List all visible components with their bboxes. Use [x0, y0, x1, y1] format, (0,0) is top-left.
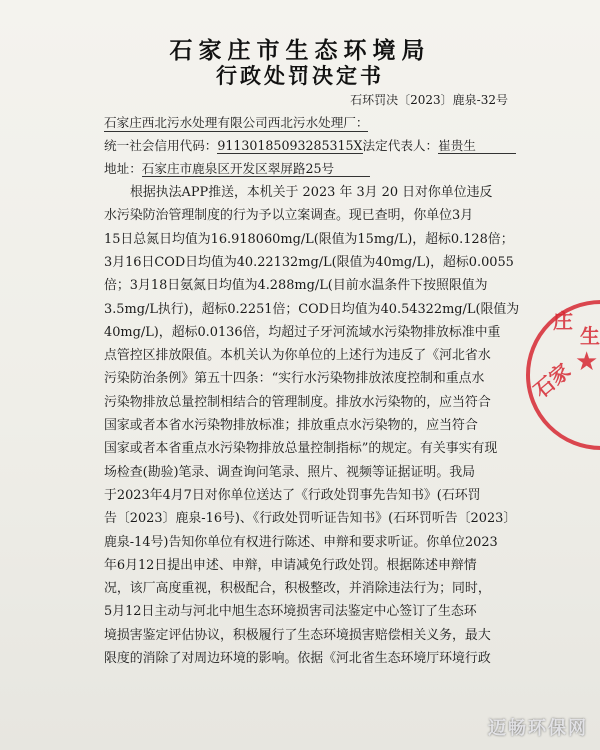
body-line: 年6月12日提出申述、申辩，申请减免行政处罚。根据陈述申辩情 — [104, 557, 477, 573]
body-line: 倍；3月18日氨氮日均值为4.288mg/L(目前水温条件下按照限值为 — [104, 278, 488, 294]
body-line: 水污染防治管理制度的行为予以立案调查。现已查明，你单位3月 — [104, 208, 474, 224]
body-line: 污染物排放总量控制相结合的管理制度。排放水污染物的，应当符合 — [104, 394, 491, 410]
seal-char-right: 生 — [580, 324, 600, 348]
body-line: 鹿泉-14号)告知你单位有权进行陈述、申辩和要求听证。你单位2023 — [104, 534, 498, 550]
address-row — [104, 158, 370, 177]
legal-rep-value: 崔贵生 — [438, 138, 516, 154]
body-line: 国家或者本省水污染物排放标准；排放重点水污染物的，应当符合 — [104, 418, 478, 433]
body-line: 点管控区排放限值。本机关认为你单位的上述行为违反了《河北省水 — [104, 348, 491, 364]
body-line: 40mg/L)，超标0.0136倍，均超过子牙河流域水污染物排放标准中重 — [104, 324, 501, 340]
credit-code-value: 91130185093285315X — [217, 138, 363, 153]
body-line: 5月12日主动与河北中旭生态环境损害司法鉴定中心签订了生态环 — [104, 604, 477, 620]
body-line: 限度的消除了对周边环境的影响。依据《河北省生态环境厅环境行政 — [104, 651, 491, 666]
body-line: 15日总氮日均值为16.918060mg/L(限值为15mg/L)，超标0.128倍； — [104, 231, 514, 247]
seal-char-left: 石家 — [528, 358, 575, 403]
body-line: 境损害鉴定评估协议，积极履行了生态环境损害赔偿相关义务，最大 — [104, 627, 491, 643]
site-watermark: 迈畅环保网 — [488, 718, 588, 739]
document-title: 行政处罚决定书 — [216, 63, 384, 88]
body-line: 告〔2023〕鹿泉-16号)、《行政处罚听证告知书》(石环罚听告〔2023〕 — [104, 511, 517, 527]
seal-star-icon: ★ — [575, 347, 599, 377]
body-line: 污染防治条例》第五十四条：“实行水污染物排放浓度控制和重点水 — [104, 371, 485, 387]
credit-code-row — [104, 135, 516, 154]
body-line: 根据执法APP推送，本机关于 2023 年 3月 20 日对你单位违反 — [130, 185, 493, 200]
body-line: 国家或者本省重点水污染物排放总量控制指标”的规定。有关事实有现 — [104, 441, 498, 457]
document-number: 石环罚决〔2023〕鹿泉-32号 — [350, 93, 508, 107]
address-value: 石家庄市鹿泉区开发区翠屏路25号 — [142, 161, 370, 177]
legal-rep-label: 法定代表人： — [362, 138, 439, 153]
address-label: 地址： — [104, 161, 142, 176]
seal-char-top: 庄 — [553, 309, 573, 333]
body-line: 场检查(勘验)笔录、调查询问笔录、照片、视频等证据证明。我局 — [104, 464, 475, 480]
body-line: 况，该厂高度重视，积极配合，积极整改，并消除违法行为；同时， — [104, 581, 491, 597]
agency-title: 石家庄市生态环境局 — [169, 37, 431, 64]
body-line: 3月16日COD日均值为40.22132mg/L(限值为40mg/L)，超标0.0055 — [104, 254, 514, 270]
body-line: 于2023年4月7日对你单位送达了《行政处罚事先告知书》(石环罚 — [104, 487, 481, 503]
party-name: 石家庄西北污水处理有限公司西北污水处理厂： — [104, 112, 368, 132]
credit-code-label: 统一社会信用代码： — [104, 138, 218, 153]
body-line: 3.5mg/L执行)，超标0.2251倍；COD日均值为40.54322mg/L(限值为 — [104, 301, 520, 317]
